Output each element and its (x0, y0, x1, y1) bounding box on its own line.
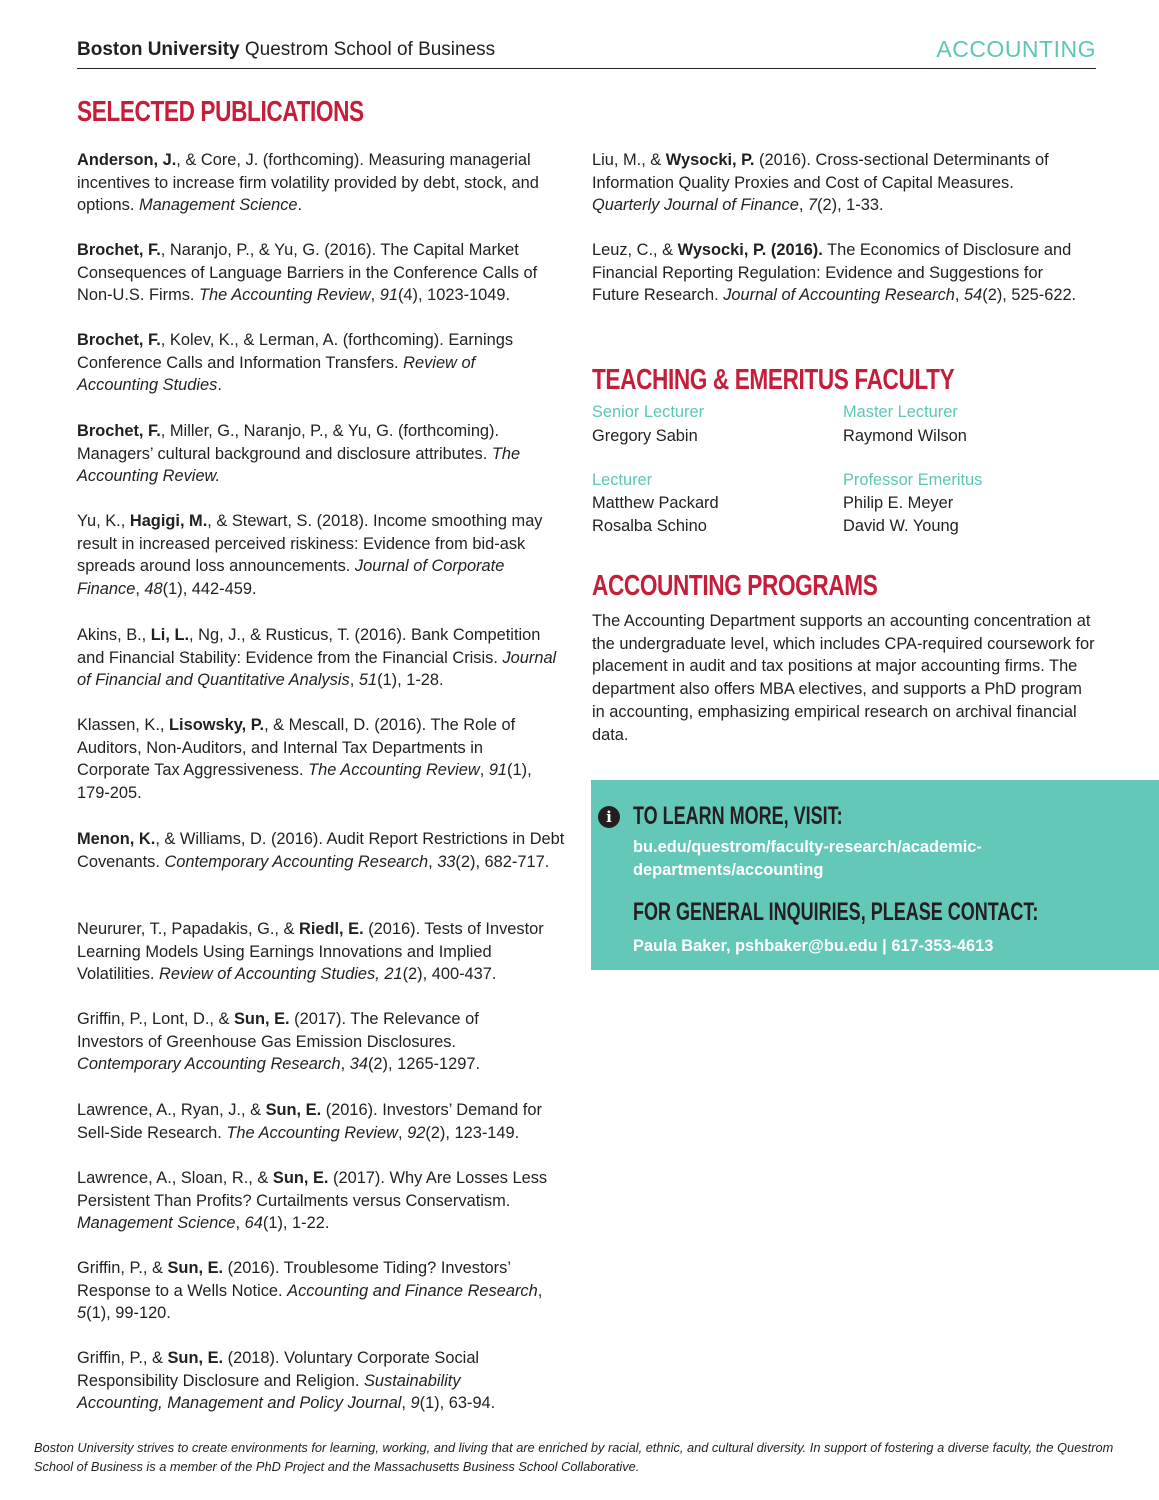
citation-text: Griffin, P., & (77, 1259, 168, 1277)
citation-text: Neururer, T., Papadakis, G., & (77, 920, 299, 938)
publication-item (77, 828, 567, 873)
journal-citation: 5 (77, 1304, 87, 1323)
publication-item (77, 1257, 562, 1325)
citation-text: Leuz, C., & (592, 241, 678, 259)
citation-text: Lawrence, A., Sloan, R., & (77, 1169, 273, 1187)
citation-text: , & Stewart, S. (2018). Income smoothing may result in increased perceived riskiness: Evidence from bid-ask spreads around loss announcements. (77, 512, 543, 576)
citation-text: , (135, 580, 145, 599)
journal-citation: The Accounting Review (308, 761, 480, 780)
citation-text: (2), 525-622. (982, 286, 1077, 305)
author-name: Brochet, F. (77, 331, 161, 349)
citation-text: . (297, 196, 303, 215)
citation-text: (1), 99-120. (86, 1304, 171, 1323)
faculty-name: Gregory Sabin (592, 427, 698, 445)
publication-item (77, 1167, 572, 1235)
publication-item (77, 510, 547, 601)
author-name: Menon, K. (77, 830, 156, 848)
author-name: Riedl, E. (298, 920, 364, 938)
journal-citation: 34 (349, 1055, 368, 1074)
journal-citation: Management Science (77, 1214, 236, 1233)
citation-text: , (235, 1214, 245, 1233)
author-name: Brochet, F. (77, 422, 161, 440)
author-name: Wysocki, P. (2016). (677, 241, 823, 259)
brand-university: Boston University (77, 39, 240, 60)
citation-text: (1), 1-28. (377, 671, 444, 690)
author-name: Sun, E. (265, 1101, 322, 1119)
citation-text: , (428, 852, 438, 871)
journal-citation: 48 (144, 580, 163, 599)
citation-text: Yu, K., (77, 512, 130, 530)
author-name: Sun, E. (167, 1259, 224, 1277)
faculty-heading: TEACHING & EMERITUS FACULTY (592, 364, 955, 396)
department-tag: ACCOUNTING (936, 36, 1096, 62)
contact-details[interactable]: Paula Baker, pshbaker@bu.edu | 617-353-4613 (633, 937, 994, 955)
faculty-role: Lecturer (592, 471, 653, 489)
publication-item (77, 714, 547, 805)
faculty-name: Matthew Packard (592, 494, 719, 512)
journal-citation: Accounting and Finance Research (287, 1281, 538, 1300)
citation-text: (4), 1023-1049. (397, 286, 511, 305)
publication-item (77, 1099, 572, 1144)
citation-text: , & Williams, D. (2016). Audit Report Restrictions in Debt Covenants. (77, 830, 565, 871)
citation-text: (2016). Tests of Investor Learning Models Using Earnings Innovations and Implied Volatilities. (77, 920, 544, 984)
citation-text: Lawrence, A., Ryan, J., & (77, 1101, 266, 1119)
citation-text: , Ng, J., & Rusticus, T. (2016). Bank Competition and Financial Stability: Evidence from the Financial Crisis. (77, 626, 541, 667)
citation-text: , Kolev, K., & Lerman, A. (forthcoming). Earnings Conference Calls and Information Transfers. (77, 331, 514, 372)
publication-item (77, 239, 562, 307)
citation-text: , (349, 671, 359, 690)
author-name: Lisowsky, P. (169, 716, 265, 734)
journal-citation: 64 (244, 1214, 263, 1233)
citation-text: Griffin, P., & (77, 1349, 168, 1367)
journal-citation: 91 (379, 286, 398, 305)
journal-citation: 33 (437, 852, 456, 871)
citation-text: , (370, 286, 380, 305)
author-name: Hagigi, M. (129, 512, 208, 530)
author-name: Brochet, F. (77, 241, 161, 259)
page-header (77, 36, 1096, 69)
publication-item (77, 329, 527, 397)
citation-text: (2), 123-149. (425, 1123, 520, 1142)
publication-item (592, 239, 1087, 307)
citation-text: (2016). Troublesome Tiding? Investors’ Response to a Wells Notice. (77, 1259, 511, 1300)
faculty-role: Master Lecturer (843, 403, 958, 421)
journal-citation: Contemporary Accounting Research (77, 1055, 341, 1074)
publication-item (77, 918, 572, 986)
author-name: Wysocki, P. (665, 151, 755, 169)
programs-description: The Accounting Department supports an accounting concentration at the undergraduate level, which includes CPA-required coursework for placement in audit and tax positions at major accounting firms. The department also offers MBA electives, and supports a PhD program in accounting, emphasizing empirical research on archival financial data. (592, 612, 1095, 744)
publication-item (77, 624, 567, 692)
journal-citation: 9 (410, 1394, 420, 1413)
publication-item (77, 1347, 537, 1415)
author-name: Sun, E. (167, 1349, 224, 1367)
citation-text: Liu, M., & (592, 151, 666, 169)
journal-citation: 54 (964, 286, 983, 305)
journal-citation: 7 (807, 196, 818, 215)
faculty-role: Professor Emeritus (843, 471, 983, 489)
publication-item (77, 149, 562, 217)
citation-text: (2), 1265-1297. (367, 1055, 481, 1074)
faculty-role: Senior Lecturer (592, 403, 705, 421)
citation-text: (1), 1-22. (262, 1214, 330, 1233)
faculty-name: David W. Young (843, 517, 959, 535)
learn-more-heading: TO LEARN MORE, VISIT: (633, 802, 843, 830)
journal-citation: Review of Accounting Studies (77, 353, 476, 395)
citation-text: , & Mescall, D. (2016). The Role of Auditors, Non-Auditors, and Internal Tax Departments in Corporate Tax Aggressiveness. (77, 716, 516, 780)
journal-citation: 92 (407, 1123, 426, 1142)
citation-text: , (398, 1123, 408, 1142)
journal-citation: 91 (488, 761, 508, 780)
author-name: Anderson, J. (77, 151, 177, 169)
citation-text: , (340, 1055, 350, 1074)
citation-text: Klassen, K., (77, 716, 170, 734)
faculty-name: Rosalba Schino (592, 517, 707, 535)
journal-citation: Review of Accounting Studies, 21 (159, 965, 403, 984)
author-name: Sun, E. (234, 1010, 290, 1028)
journal-citation: Journal of Accounting Research (723, 286, 955, 305)
citation-text: (2016). Investors’ Demand for Sell-Side Research. (77, 1101, 542, 1142)
journal-citation: The Accounting Review. (77, 444, 521, 486)
citation-text: (2), 682-717. (455, 852, 550, 871)
citation-text: (2), 1-33. (817, 196, 884, 215)
publications-heading: SELECTED PUBLICATIONS (77, 96, 364, 128)
citation-text: Griffin, P., Lont, D., & (77, 1010, 234, 1028)
citation-text: . (217, 376, 222, 395)
journal-citation: Management Science (138, 196, 298, 215)
citation-text: , & Core, J. (forthcoming). Measuring managerial incentives to increase firm volatility provided by debt, stock, and options. (77, 151, 539, 215)
journal-citation: Journal of Corporate Finance (77, 557, 505, 599)
citation-text: Akins, B., (77, 626, 151, 644)
citation-text: , (479, 761, 489, 780)
brand-school: Questrom School of Business (244, 39, 496, 60)
citation-text: The Economics of Disclosure and Financial Reporting Regulation: Evidence and Suggestions for Future Research. (592, 241, 1072, 305)
programs-heading: ACCOUNTING PROGRAMS (592, 570, 878, 602)
citation-text: , (401, 1394, 411, 1413)
journal-citation: The Accounting Review (226, 1123, 398, 1142)
journal-citation: Quarterly Journal of Finance (592, 196, 799, 215)
diversity-statement: Boston University strives to create environments for learning, working, and living that are enriched by racial, ethnic, and cultural diversity. In support of fostering a diverse faculty, the Questrom School of Business is a member of the PhD Project and the Massachusetts Business School Collaborative. (34, 1440, 1114, 1474)
publication-item (77, 420, 547, 488)
journal-citation: 51 (358, 671, 378, 690)
citation-text: , (954, 286, 965, 305)
citation-text: (2017). Why Are Losses Less Persistent Than Profits? Curtailments versus Conservatism. (77, 1169, 548, 1210)
citation-text: , (537, 1281, 543, 1300)
inquiries-heading: FOR GENERAL INQUIRIES, PLEASE CONTACT: (633, 898, 1039, 926)
author-name: Sun, E. (272, 1169, 329, 1187)
citation-text: , Miller, G., Naranjo, P., & Yu, G. (forthcoming). Managers’ cultural background and disclosure attributes. (77, 422, 500, 463)
contact-box (591, 780, 1159, 970)
publication-item (77, 1008, 507, 1076)
citation-text: , Naranjo, P., & Yu, G. (2016). The Capital Market Consequences of Language Barriers in the Conference Calls of Non-U.S. Firms. (77, 241, 538, 305)
journal-citation: Contemporary Accounting Research (164, 852, 429, 871)
faculty-name: Philip E. Meyer (843, 494, 954, 512)
citation-text: (1), 179-205. (77, 761, 532, 803)
journal-citation: Journal of Financial and Quantitative Analysis (77, 648, 557, 690)
publication-item (592, 149, 1077, 217)
citation-text: , (798, 196, 808, 215)
citation-text: (2018). Voluntary Corporate Social Responsibility Disclosure and Religion. (77, 1349, 480, 1390)
author-name: Li, L. (150, 626, 190, 644)
info-icon: i (598, 806, 620, 828)
journal-citation: The Accounting Review (199, 286, 371, 305)
citation-text: (2016). Cross-sectional Determinants of Information Quality Proxies and Cost of Capital Measures. (592, 151, 1049, 192)
journal-citation: Sustainability Accounting, Management and Policy Journal (77, 1371, 461, 1413)
citation-text: (1), 63-94. (419, 1394, 496, 1413)
faculty-name: Raymond Wilson (843, 427, 967, 445)
citation-text: (1), 442-459. (162, 580, 257, 599)
citation-text: (2), 400-437. (402, 965, 497, 984)
department-url-link[interactable]: bu.edu/questrom/faculty-research/academic-departments/accounting (633, 838, 982, 879)
citation-text: (2017). The Relevance of Investors of Greenhouse Gas Emission Disclosures. (77, 1010, 479, 1051)
brand-wordmark (77, 38, 495, 62)
